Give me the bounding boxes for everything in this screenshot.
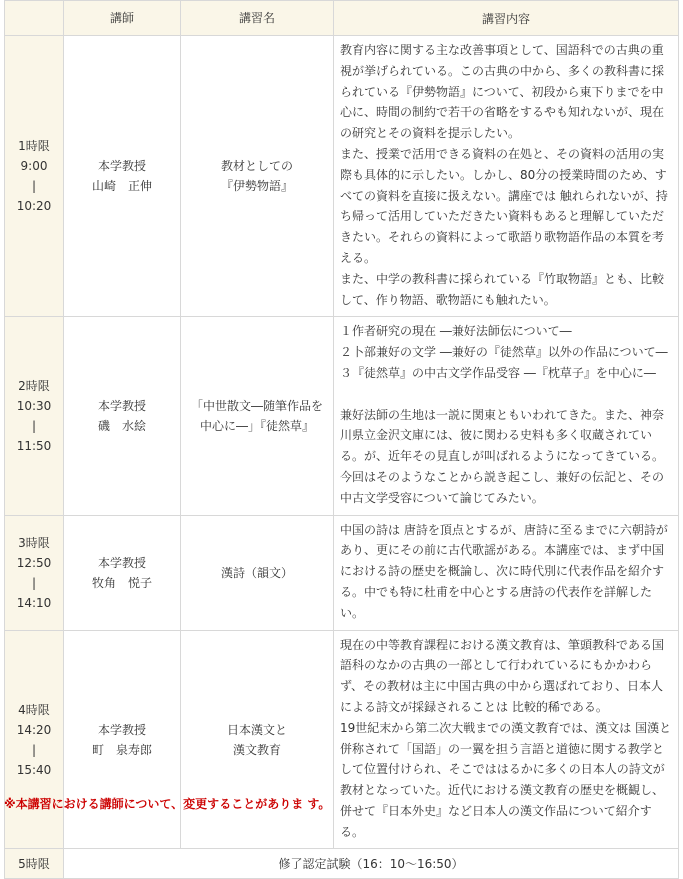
content-paragraph: また、中学の教科書に採られている『竹取物語』とも、比較して、作り物語、歌物語にも触れたい。 <box>340 271 665 307</box>
instructor-title: 本学教授 <box>97 555 146 570</box>
instructor-cell <box>64 36 181 317</box>
course-title-line: 漢詩（韻文） <box>220 565 293 580</box>
table-row <box>5 36 679 317</box>
time-separator: | <box>31 179 37 194</box>
table-row <box>5 317 679 515</box>
table-header <box>5 1 679 36</box>
period: 2時限 <box>18 378 50 393</box>
content-spacer <box>340 384 672 405</box>
period: 1時限 <box>18 139 50 154</box>
change-notice: ※本講習における講師について、変更することがありま す。 <box>4 797 331 811</box>
instructor-cell <box>64 317 181 515</box>
start-time: 9:00 <box>20 159 48 174</box>
content-cell <box>334 36 679 317</box>
period: 5時限 <box>5 849 64 879</box>
course-title-line: 教材としての <box>220 159 293 174</box>
content-paragraph: 兼好法師の生地は一説に関東ともいわれてきた。また、神奈川県立金沢文庫には、彼に関わる史料も多く収蔵されている。が、近年その見直しが叫ばれるようになってきている。今回はそのようなことから説き起こし、兼好の伝記と、その中古文学受容について論じてみたい。 <box>340 407 665 505</box>
instructor-name: 磯 水絵 <box>97 418 146 433</box>
time-separator: | <box>31 575 37 590</box>
header-time <box>5 1 64 36</box>
header-course: 講習名 <box>181 1 334 36</box>
content-paragraph: 教育内容に関する主な改善事項として、国語科での古典の重視が挙げられている。この古典の中から、多くの教科書に採られている『伊勢物語』について、初段から東下りまでを中心に、時間の制約で若干の省略をするやも知れないが、現在の研究とその資料を提示したい。 <box>340 43 665 141</box>
content-line: ３『徒然草』の中古文学作品受容 ―『枕草子』を中心に― <box>340 365 656 380</box>
course-title-line: 日本漢文と <box>226 722 287 737</box>
course-title-line: 漢文教育 <box>232 742 281 757</box>
time-cell <box>5 36 64 317</box>
end-time: 11:50 <box>16 438 52 453</box>
course-cell <box>181 630 334 849</box>
course-title-line: 「中世散文―随筆作品を <box>190 398 323 413</box>
instructor-name: 町 泉寿郎 <box>91 742 152 757</box>
content-cell <box>334 317 679 515</box>
table-row <box>5 849 679 879</box>
course-cell <box>181 317 334 515</box>
content-paragraph: 中国の詩は 唐詩を頂点とするが、唐詩に至るまでに六朝詩があり、更にその前に古代歌謡がある。本講座では、まず中国における詩の歴史を概論し、次に時代別に代表作品を紹介する。中でも特に杜甫を中心とする唐詩の代表作を詳解したい。 <box>340 522 668 620</box>
instructor-name: 牧角 悦子 <box>91 575 152 590</box>
course-title-line: 中心に―」『徒然草』 <box>199 418 314 433</box>
time-separator: | <box>31 418 37 433</box>
start-time: 12:50 <box>16 555 52 570</box>
time-cell <box>5 317 64 515</box>
content-paragraph: また、授業で活用できる資料の在処と、その資料の活用の実際も具体的に示したい。しかし、80分の授業時間のため、すべての資料を直接に扱えない。講座では 触れられないが、持ち帰って活用していただきたい資料もあると理解していただきたい。それらの資料によって歌語り歌物語作品の本質を考える。 <box>340 146 668 265</box>
instructor-name: 山崎 正伸 <box>91 179 152 194</box>
course-title-line: 『伊勢物語』 <box>220 179 293 194</box>
content-paragraph: 現在の中等教育課程における漢文教育は、筆頭教科である国語科のなかの古典の一部として行われているにもかかわらず、その教材は主に中国古典の中から選ばれており、日本人による詩文が採録されることは 比較的稀である。 <box>340 637 665 714</box>
header-content: 講習内容 <box>334 1 679 36</box>
period: 3時限 <box>18 535 50 550</box>
end-time: 15:40 <box>16 762 52 777</box>
instructor-cell <box>64 630 181 849</box>
schedule-table <box>4 0 679 879</box>
header-instructor: 講師 <box>64 1 181 36</box>
exam-cell: 修了認定試験（16：10～16:50） <box>64 849 679 879</box>
time-separator: | <box>31 742 37 757</box>
table-row <box>5 515 679 630</box>
time-cell <box>5 515 64 630</box>
end-time: 10:20 <box>16 199 52 214</box>
content-cell <box>334 630 679 849</box>
start-time: 14:20 <box>16 722 52 737</box>
start-time: 10:30 <box>16 398 52 413</box>
table-row <box>5 630 679 849</box>
instructor-title: 本学教授 <box>97 722 146 737</box>
content-line: １作者研究の現在 ―兼好法師伝について― <box>340 324 572 339</box>
course-cell <box>181 515 334 630</box>
instructor-title: 本学教授 <box>97 398 146 413</box>
instructor-title: 本学教授 <box>97 159 146 174</box>
period: 4時限 <box>18 702 50 717</box>
instructor-cell <box>64 515 181 630</box>
end-time: 14:10 <box>16 595 52 610</box>
content-paragraph: 19世紀末から第二次大戦までの漢文教育では、漢文は 国漢と併称されて「国語」の一翼を担う言語と道徳に関する教学として位置付けられ、そこでははるかに多くの日本人の詩文が教材となっていた。近代における漢文教育の歴史を概観し、併せて『日本外史』など日本人の漢文作品について紹介する。 <box>340 720 672 839</box>
course-cell <box>181 36 334 317</box>
content-line: ２卜部兼好の文学 ―兼好の『徒然草』以外の作品について― <box>340 345 668 360</box>
time-cell <box>5 630 64 849</box>
content-cell <box>334 515 679 630</box>
